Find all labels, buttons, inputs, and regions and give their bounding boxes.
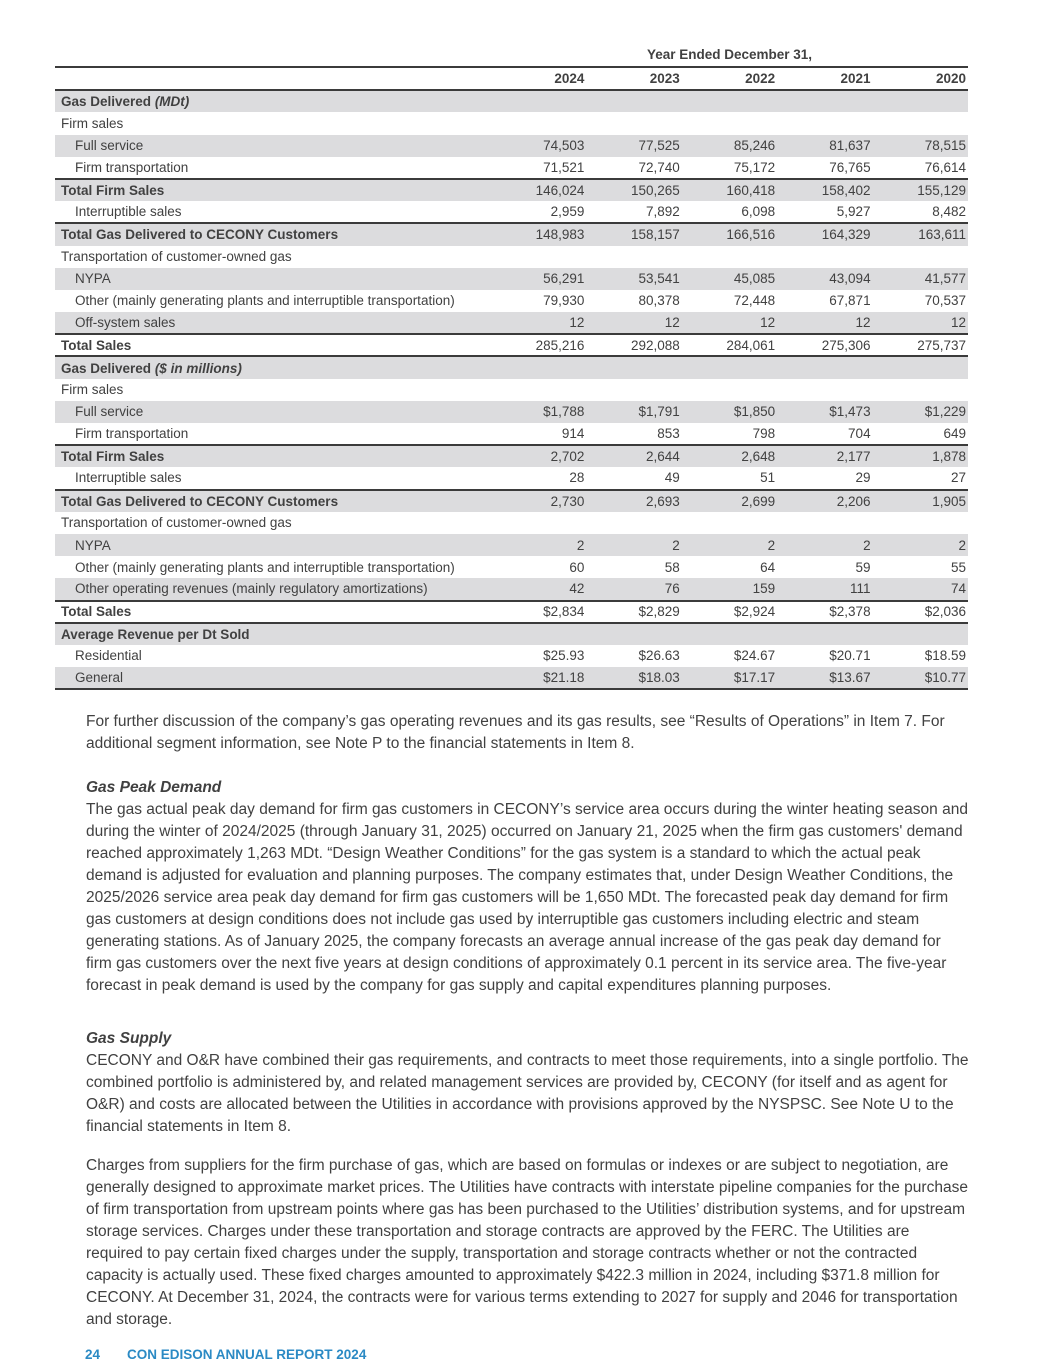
row-value: 59 bbox=[855, 559, 871, 575]
row-value: 158,157 bbox=[586, 223, 681, 245]
row-label: Interruptible sales bbox=[75, 470, 182, 486]
row-value: 160,418 bbox=[682, 179, 777, 201]
row-value: 8,482 bbox=[932, 204, 966, 220]
page-number: 24 bbox=[85, 1347, 101, 1363]
row-value: $18.03 bbox=[638, 670, 680, 686]
table-row bbox=[55, 312, 968, 334]
row-label: Full service bbox=[75, 404, 144, 420]
row-value: $1,229 bbox=[924, 404, 966, 420]
table-row bbox=[55, 334, 968, 356]
row-value: $1,788 bbox=[543, 404, 585, 420]
row-value: 2 bbox=[767, 537, 776, 553]
row-value: 58 bbox=[664, 559, 680, 575]
row-value: 158,402 bbox=[777, 179, 872, 201]
row-value: 28 bbox=[569, 470, 585, 486]
gas-delivered-table bbox=[55, 68, 968, 690]
row-value: 111 bbox=[850, 581, 871, 597]
years-row bbox=[55, 68, 968, 90]
row-label: Total Sales bbox=[55, 601, 491, 623]
row-value: $1,850 bbox=[733, 404, 776, 420]
row-label: Other (mainly generating plants and interruptible transportation) bbox=[75, 293, 455, 309]
row-value: 70,537 bbox=[924, 293, 966, 309]
row-label: Residential bbox=[75, 648, 142, 664]
row-value: 2,730 bbox=[491, 490, 586, 512]
row-value: 76,765 bbox=[829, 159, 871, 175]
row-value: 2,206 bbox=[777, 490, 872, 512]
gas-table-body bbox=[55, 90, 968, 689]
paragraph-discussion: For further discussion of the company’s gas operating revenues and its gas results, see “Results of Operations” in Item 7. For additional segment information, see Note P to the financial statements in Item 8. bbox=[86, 713, 945, 753]
heading-gas-supply: Gas Supply bbox=[86, 1030, 172, 1048]
row-label: Gas Delivered (MDt) bbox=[61, 94, 190, 110]
row-value: 76 bbox=[664, 581, 680, 597]
row-value: 2,177 bbox=[777, 445, 872, 467]
row-value: $10.77 bbox=[924, 670, 966, 686]
row-value: 164,329 bbox=[777, 223, 872, 245]
table-row bbox=[55, 578, 968, 600]
paragraph-gas-peak-demand: The gas actual peak day demand for firm gas customers in CECONY’s service area occurs during the winter heating season and during the winter of 2024/2025 (through January 31, 2025) occurred on January 21, 2025 when the firm gas customers' demand reached approximately 1,263 MDt. “Design Weather Conditions” for the gas system is a standard to which the actual peak demand is adjusted for evaluation and planning purposes. The company estimates that, under Design Weather Conditions, the 2025/2026 service area peak day demand for firm gas customers will be 1,650 MDt. The forecasted peak day demand for firm gas customers at design conditions does not include gas used by interruptible gas customers including electric and steam generating stations. As of January 2025, the company forecasts an average annual increase of the gas peak day demand for firm gas customers over the next five years at design conditions of approximately 0.1 percent in its service area. The five-year forecast in peak demand is used by the company for gas supply and capital expenditures planning purposes. bbox=[86, 801, 968, 995]
row-value: 5,927 bbox=[836, 204, 871, 220]
heading-gas-peak-demand: Gas Peak Demand bbox=[86, 779, 222, 797]
row-value: 45,085 bbox=[733, 271, 776, 287]
table-row bbox=[55, 401, 968, 423]
row-value: 292,088 bbox=[586, 334, 681, 356]
table-row bbox=[55, 223, 968, 245]
row-value: 56,291 bbox=[543, 271, 585, 287]
row-value: $2,924 bbox=[682, 601, 777, 623]
row-value: 704 bbox=[848, 426, 871, 442]
row-value: 159 bbox=[752, 581, 776, 597]
row-label: Total Firm Sales bbox=[55, 445, 491, 467]
table-row bbox=[55, 290, 968, 312]
row-value: 41,577 bbox=[924, 271, 966, 287]
row-value: $26.63 bbox=[638, 648, 680, 664]
table-row bbox=[55, 601, 968, 623]
row-label: Off-system sales bbox=[75, 315, 176, 331]
row-value: 60 bbox=[569, 559, 585, 575]
row-value: 55 bbox=[950, 559, 966, 575]
row-label: Full service bbox=[75, 138, 144, 154]
row-value: 649 bbox=[943, 426, 966, 442]
row-label: Transportation of customer-owned gas bbox=[61, 515, 292, 531]
table-row bbox=[55, 534, 968, 556]
table-row bbox=[55, 623, 968, 645]
row-value: $1,791 bbox=[638, 404, 680, 420]
row-value: 2,648 bbox=[682, 445, 777, 467]
table-row bbox=[55, 556, 968, 578]
row-value: $20.71 bbox=[829, 648, 871, 664]
table-row bbox=[55, 90, 968, 112]
row-value: 51 bbox=[760, 470, 776, 486]
row-value: 12 bbox=[760, 315, 776, 331]
table-row bbox=[55, 423, 968, 445]
row-label: Firm sales bbox=[61, 382, 124, 398]
row-value: 150,265 bbox=[586, 179, 681, 201]
year-column-header: 2021 bbox=[777, 68, 872, 90]
row-value: $17.17 bbox=[733, 670, 776, 686]
row-value: $2,834 bbox=[491, 601, 586, 623]
row-label: Total Firm Sales bbox=[55, 179, 491, 201]
row-value: 148,983 bbox=[491, 223, 586, 245]
row-value: $18.59 bbox=[924, 648, 966, 664]
row-value: 12 bbox=[950, 315, 966, 331]
row-value: 78,515 bbox=[924, 138, 966, 154]
row-value: 53,541 bbox=[638, 271, 680, 287]
row-value: 74,503 bbox=[543, 138, 585, 154]
report-title: CON EDISON ANNUAL REPORT 2024 bbox=[127, 1347, 367, 1363]
year-column-header: 2024 bbox=[491, 68, 586, 90]
row-value: 12 bbox=[855, 315, 871, 331]
row-label: Firm transportation bbox=[75, 426, 189, 442]
span-header-label: Year Ended December 31, bbox=[646, 47, 813, 62]
row-label: NYPA bbox=[75, 537, 111, 553]
row-value: 74 bbox=[950, 581, 966, 597]
row-value: 914 bbox=[561, 426, 585, 442]
row-label: General bbox=[75, 670, 124, 686]
row-value: $21.18 bbox=[543, 670, 585, 686]
table-span-header bbox=[55, 46, 968, 68]
paragraph-gas-supply-1: CECONY and O&R have combined their gas requirements, and contracts to meet those requirements, into a single portfolio. The combined portfolio is administered by, and related management services are provided by, CECONY (for itself and as agent for O&R) and costs are allocated between the Utilities in accordance with provisions approved by the NYSPSC. See Note U to the financial statements in Item 8. bbox=[86, 1052, 969, 1136]
row-label: Interruptible sales bbox=[75, 204, 182, 220]
row-value: 79,930 bbox=[543, 293, 585, 309]
row-value: 2,693 bbox=[586, 490, 681, 512]
row-label: NYPA bbox=[75, 271, 111, 287]
row-value: 80,378 bbox=[638, 293, 680, 309]
row-value: 12 bbox=[569, 315, 585, 331]
table-row bbox=[55, 179, 968, 201]
table-row bbox=[55, 135, 968, 157]
row-value: 285,216 bbox=[491, 334, 586, 356]
row-value: 155,129 bbox=[873, 179, 968, 201]
row-value: 6,098 bbox=[741, 204, 776, 220]
row-value: 166,516 bbox=[682, 223, 777, 245]
year-column-header: 2023 bbox=[586, 68, 681, 90]
row-value: 2 bbox=[672, 537, 680, 553]
row-value: 29 bbox=[855, 470, 871, 486]
row-value: 146,024 bbox=[491, 179, 586, 201]
row-value: 85,246 bbox=[733, 138, 776, 154]
row-value: $13.67 bbox=[829, 670, 871, 686]
table-row bbox=[55, 512, 968, 534]
row-value: 75,172 bbox=[733, 159, 776, 175]
row-value: 64 bbox=[760, 559, 776, 575]
body-text bbox=[86, 711, 970, 1331]
table-row bbox=[55, 667, 968, 689]
row-label: Transportation of customer-owned gas bbox=[61, 249, 292, 265]
row-label: Firm sales bbox=[61, 115, 124, 131]
row-value: 1,905 bbox=[873, 490, 968, 512]
year-column-header: 2022 bbox=[682, 68, 777, 90]
row-value: 2 bbox=[863, 537, 871, 553]
row-value: 49 bbox=[664, 470, 680, 486]
row-value: 2 bbox=[958, 537, 966, 553]
row-value: $2,829 bbox=[586, 601, 681, 623]
table-row bbox=[55, 157, 968, 179]
row-value: $1,473 bbox=[829, 404, 871, 420]
row-value: $2,036 bbox=[873, 601, 968, 623]
row-value: 275,737 bbox=[873, 334, 968, 356]
table-row bbox=[55, 445, 968, 467]
row-value: $24.67 bbox=[733, 648, 776, 664]
row-value: 2,699 bbox=[682, 490, 777, 512]
row-label: Average Revenue per Dt Sold bbox=[55, 623, 968, 645]
table-row bbox=[55, 268, 968, 290]
row-value: $2,378 bbox=[777, 601, 872, 623]
row-value: 853 bbox=[657, 426, 680, 442]
row-value: 42 bbox=[569, 581, 585, 597]
row-value: 284,061 bbox=[682, 334, 777, 356]
row-value: 76,614 bbox=[924, 159, 966, 175]
table-row bbox=[55, 356, 968, 378]
table-row bbox=[55, 645, 968, 667]
row-label: Other operating revenues (mainly regulatory amortizations) bbox=[75, 581, 428, 597]
row-value: 2 bbox=[576, 537, 585, 553]
row-value: $25.93 bbox=[543, 648, 585, 664]
row-value: 2,959 bbox=[550, 204, 585, 220]
row-label: Firm transportation bbox=[75, 159, 189, 175]
row-value: 43,094 bbox=[829, 271, 871, 287]
row-label: Total Gas Delivered to CECONY Customers bbox=[55, 223, 491, 245]
row-value: 163,611 bbox=[873, 223, 968, 245]
table-row bbox=[55, 112, 968, 134]
row-value: 798 bbox=[752, 426, 776, 442]
row-value: 2,702 bbox=[491, 445, 586, 467]
row-value: 72,448 bbox=[733, 293, 776, 309]
row-value: 81,637 bbox=[829, 138, 871, 154]
row-label: Other (mainly generating plants and interruptible transportation) bbox=[75, 559, 455, 575]
row-value: 1,878 bbox=[873, 445, 968, 467]
paragraph-gas-supply-2: Charges from suppliers for the firm purchase of gas, which are based on formulas or indexes or are subject to negotiation, are generally designed to approximate market prices. The Utilities have contracts with interstate pipeline companies for the purchase of firm transportation from upstream points where gas has been purchased to the Utilities’ distribution systems, and for upstream storage services. Charges under these transportation and storage contracts are approved by the FERC. The Utilities are required to pay certain fixed charges under the supply, transportation and storage contracts whether or not the contracted capacity is actually used. These fixed charges amounted to approximately $422.3 million in 2024, including $371.8 million for CECONY. At December 31, 2024, the contracts were for various terms extending to 2027 for supply and 2046 for transportation and storage. bbox=[86, 1157, 968, 1329]
row-value: 12 bbox=[664, 315, 680, 331]
row-value: 27 bbox=[950, 470, 966, 486]
row-value: 2,644 bbox=[586, 445, 681, 467]
row-label: Total Sales bbox=[55, 334, 491, 356]
row-label: Gas Delivered ($ in millions) bbox=[55, 356, 968, 378]
row-value: 275,306 bbox=[777, 334, 872, 356]
page-footer bbox=[85, 1347, 968, 1362]
table-row bbox=[55, 379, 968, 401]
table-row bbox=[55, 467, 968, 489]
row-value: 67,871 bbox=[829, 293, 871, 309]
year-column-header: 2020 bbox=[873, 68, 968, 90]
table-row bbox=[55, 246, 968, 268]
table-row bbox=[55, 201, 968, 223]
row-value: 7,892 bbox=[646, 204, 680, 220]
row-value: 72,740 bbox=[638, 159, 680, 175]
row-value: 71,521 bbox=[543, 159, 585, 175]
years-row-spacer bbox=[55, 68, 491, 90]
row-value: 77,525 bbox=[638, 138, 680, 154]
row-label: Total Gas Delivered to CECONY Customers bbox=[55, 490, 491, 512]
table-row bbox=[55, 490, 968, 512]
